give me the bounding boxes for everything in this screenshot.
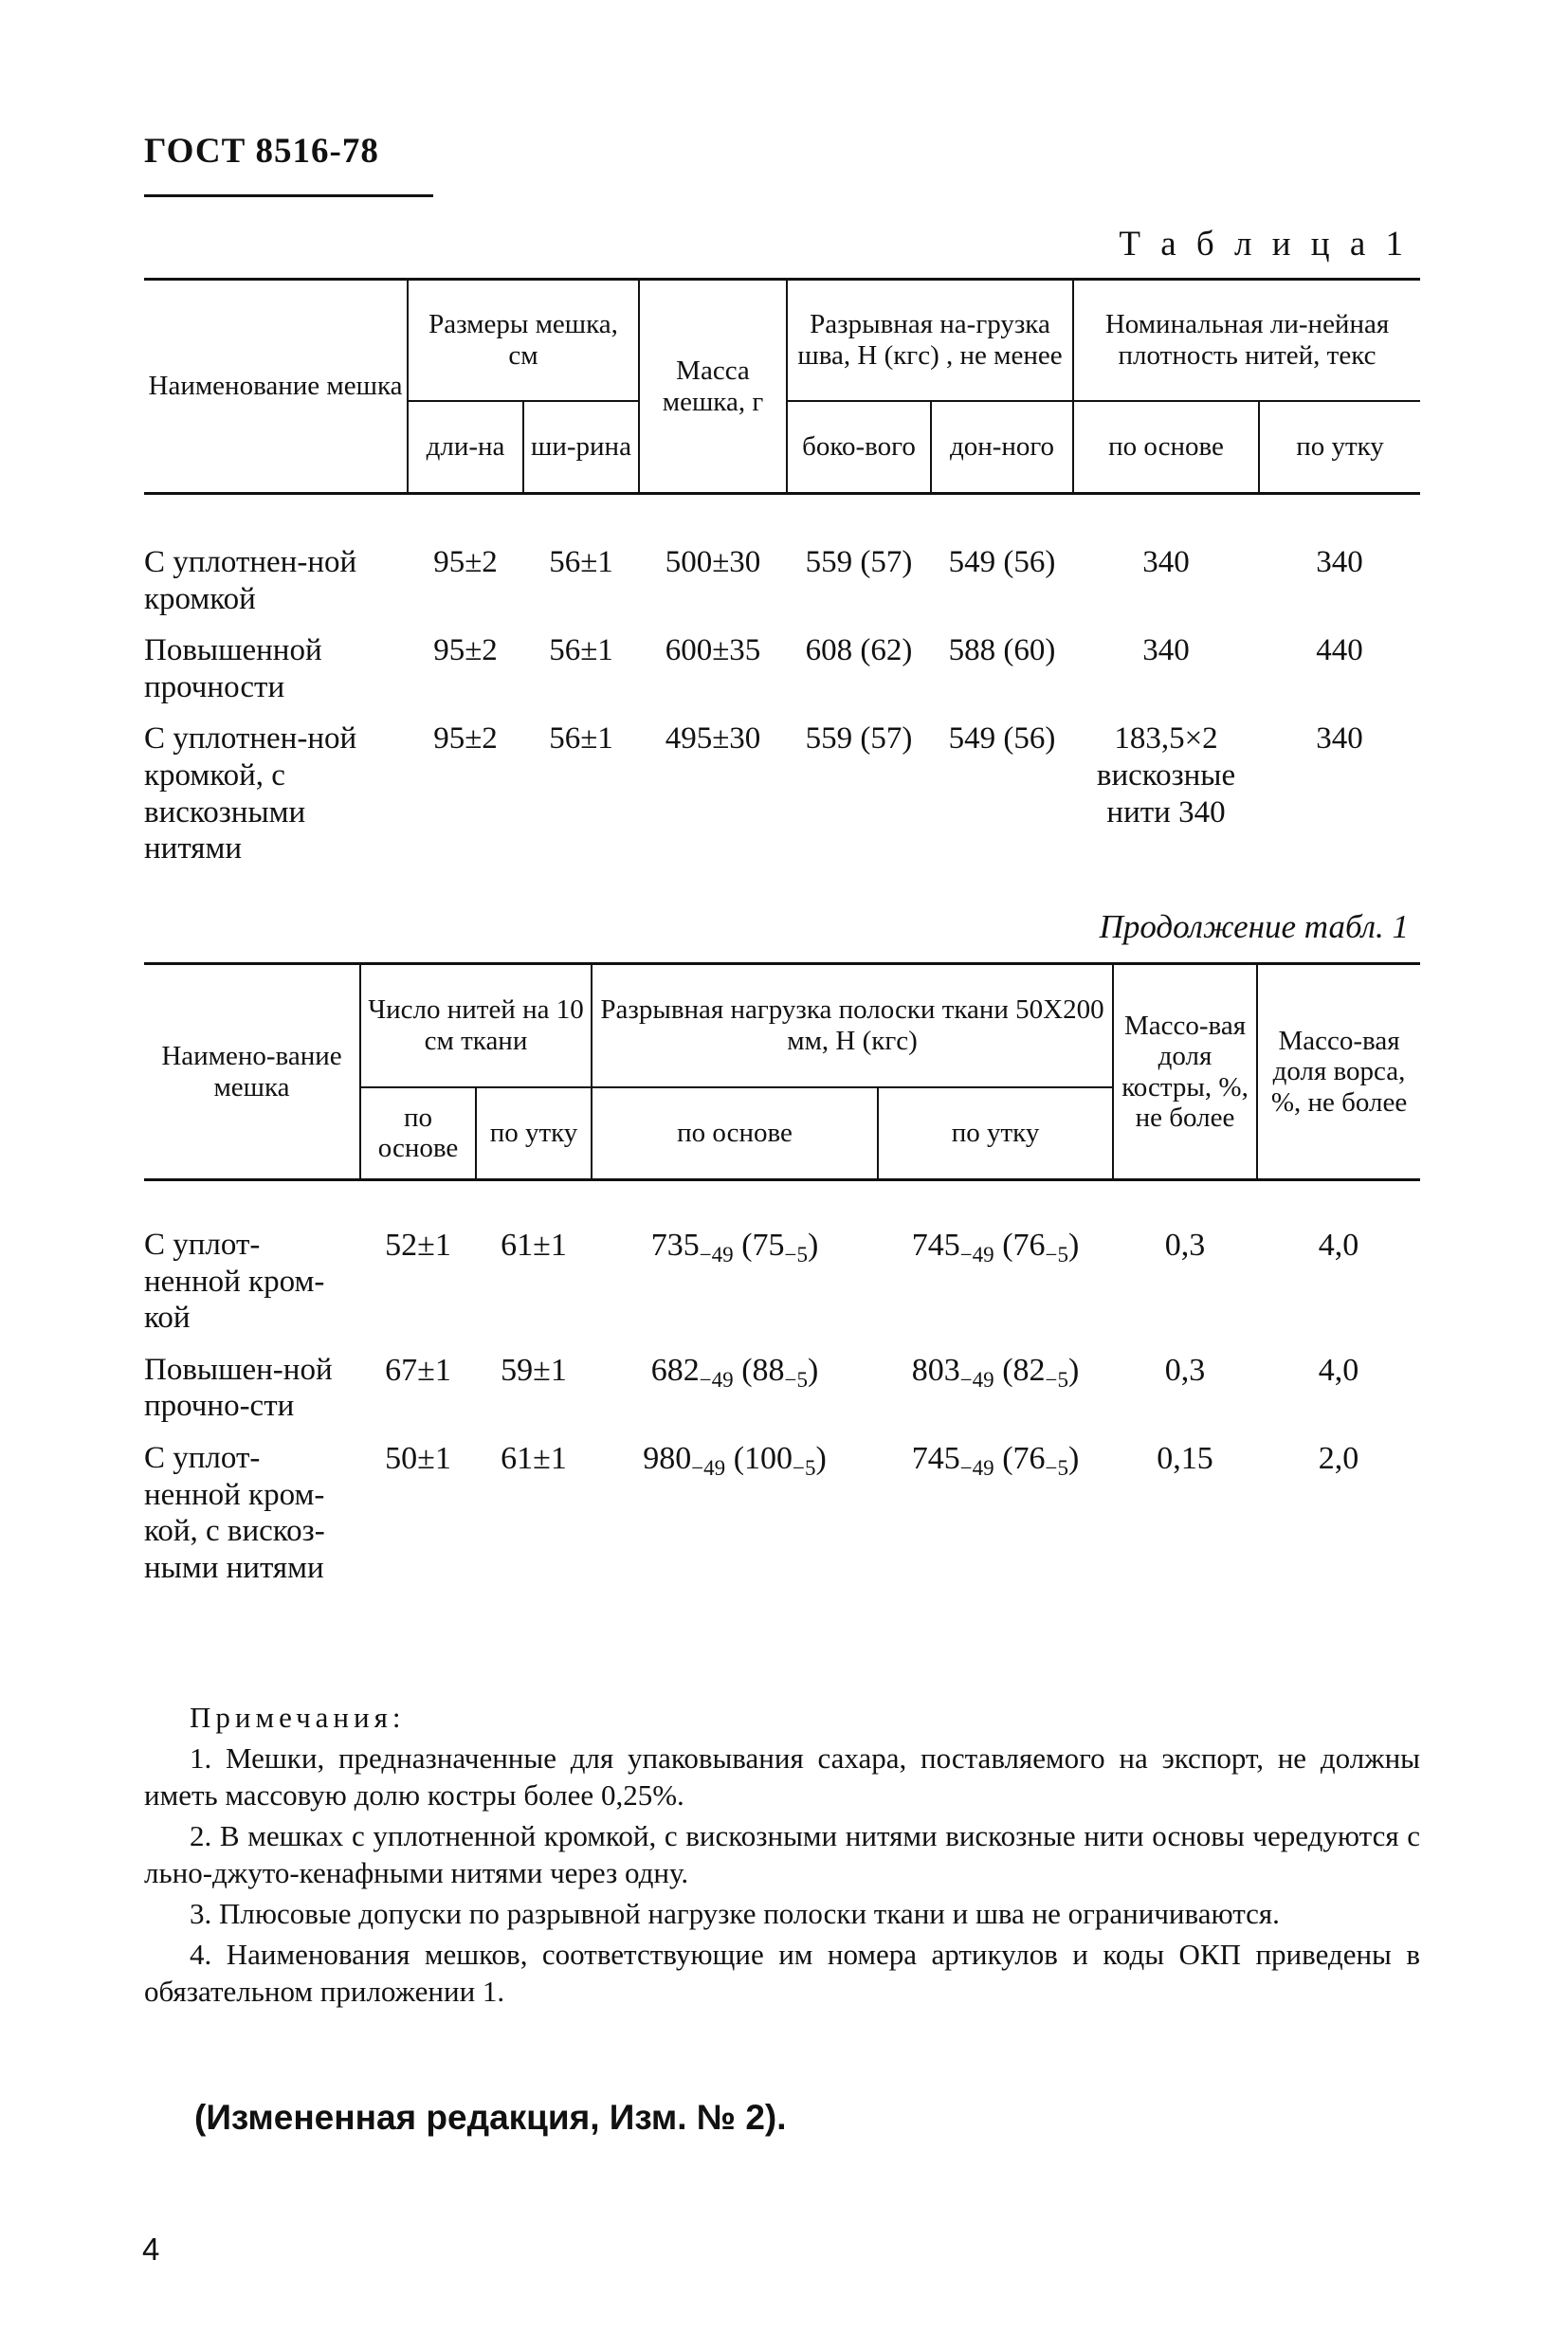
t1-cell-side: 559 (57) [805, 545, 913, 579]
t2-header-strip-load: Разрывная нагрузка полоски ткани 50Х200 мм, Н (кгс) [592, 964, 1113, 1087]
t1-cell-weft: 440 [1316, 633, 1363, 668]
t2-cell-load-weft: $745_{-49}$ $(76_{-5})$ [911, 1228, 1080, 1267]
t1-cell-warp: 340 [1142, 545, 1190, 579]
t1-header-weft: по утку [1259, 401, 1420, 494]
t2-header-name: Наимено-вание мешка [144, 964, 360, 1180]
t2-cell-load-weft: $803_{-49}$ $(82_{-5})$ [911, 1352, 1080, 1392]
t2-header-threads: Число нитей на 10 см ткани [360, 964, 592, 1087]
t1-cell-mass: 600±35 [665, 633, 761, 668]
page-number: 4 [142, 2232, 160, 2267]
table-row [144, 1425, 1420, 1586]
t1-cell-weft: 340 [1316, 545, 1363, 579]
t2-cell-load-warp: $735_{-49}$ $(75_{-5})$ [650, 1228, 819, 1267]
t1-cell-width: 56±1 [549, 721, 613, 756]
t2-cell-pile: 4,0 [1318, 1352, 1359, 1388]
t1-header-seam-load: Разрывная на-грузка шва, Н (кгс) , не менее [787, 280, 1073, 401]
t1-cell-width: 56±1 [549, 633, 613, 668]
t1-cell-side: 608 (62) [805, 633, 913, 668]
t1-cell-length: 95±2 [433, 633, 498, 668]
t1-header-density: Номинальная ли-нейная плотность нитей, текс [1073, 280, 1420, 401]
note-item: 2. В мешках с уплотненной кромкой, с вискозными нитями вискозные нити основы чередуются с льно-джуто-кенафными нитями через одну. [144, 1819, 1420, 1890]
t1-header-warp: по основе [1073, 401, 1259, 494]
t1-header-sizes: Размеры мешка, см [408, 280, 639, 401]
t2-cell-threads-weft: 61±1 [501, 1441, 567, 1477]
t1-cell-warp: 183,5×2 вискозные нити 340 [1096, 721, 1236, 829]
t1-cell-name: Повышенной прочности [144, 633, 322, 704]
t2-header-threads-warp: по основе [360, 1087, 476, 1180]
header-underline [144, 194, 433, 197]
t1-cell-warp: 340 [1142, 633, 1190, 668]
t1-cell-mass: 495±30 [665, 721, 761, 756]
t2-cell-threads-warp: 67±1 [385, 1352, 451, 1388]
t2-cell-load-weft: $745_{-49}$ $(76_{-5})$ [911, 1441, 1080, 1481]
t2-cell-threads-warp: 52±1 [385, 1228, 451, 1263]
t1-cell-bottom: 549 (56) [948, 721, 1056, 756]
t2-cell-load-warp: $682_{-49}$ $(88_{-5})$ [650, 1352, 819, 1392]
t2-header-load-weft: по утку [878, 1087, 1113, 1180]
note-item: 3. Плюсовые допуски по разрывной нагрузке полоски ткани и шва не ограничиваются. [190, 1897, 1280, 1931]
t2-cell-name: Повышен-ной прочно-сти [144, 1352, 333, 1424]
amendment-note: (Измененная редакция, Изм. № 2). [194, 2098, 787, 2137]
t1-cell-bottom: 549 (56) [948, 545, 1056, 579]
notes-title: Примечания: [190, 1701, 406, 1734]
t1-cell-width: 56±1 [549, 545, 613, 579]
table-row [144, 617, 1420, 705]
table-row [144, 494, 1420, 618]
t1-cell-name: С уплотнен-ной кромкой [144, 545, 357, 616]
t1-header-mass: Масса мешка, г [639, 280, 787, 494]
t2-cell-threads-warp: 50±1 [385, 1441, 451, 1477]
note-item: 1. Мешки, предназначенные для упаковывания сахара, поставляемого на экспорт, не должны иметь массовую долю костры более 0,25%. [144, 1741, 1420, 1813]
t2-cell-pile: 4,0 [1318, 1228, 1359, 1263]
t2-cell-boon: 0,3 [1164, 1352, 1206, 1388]
t1-header-width: ши-рина [523, 401, 639, 494]
table-row [144, 1180, 1420, 1337]
table2-caption: Продолжение табл. 1 [1099, 908, 1409, 945]
note-item: 4. Наименования мешков, соответствующие им номера артикулов и коды ОКП приведены в обязательном приложении 1. [144, 1938, 1420, 2009]
t1-cell-side: 559 (57) [805, 721, 913, 756]
t2-cell-name: С уплот-ненной кром-кой [144, 1228, 325, 1336]
t2-header-pile: Массо-вая доля ворса, %, не более [1257, 964, 1420, 1180]
t1-header-bottom: дон-ного [931, 401, 1073, 494]
t1-header-side: боко-вого [787, 401, 931, 494]
t1-cell-weft: 340 [1316, 721, 1363, 756]
table-row [144, 1337, 1420, 1425]
t1-cell-length: 95±2 [433, 721, 498, 756]
t2-header-threads-weft: по утку [476, 1087, 592, 1180]
t1-cell-length: 95±2 [433, 545, 498, 579]
t2-header-load-warp: по основе [592, 1087, 878, 1180]
t1-cell-name: С уплотнен-ной кромкой, с вискозными нитями [144, 721, 357, 866]
t2-cell-name: С уплот-ненной кром-кой, с вискоз-ными нитями [144, 1441, 325, 1585]
table-1 [144, 278, 1420, 867]
table-1-continuation [144, 962, 1420, 1586]
t1-header-length: дли-на [408, 401, 523, 494]
t2-header-boon: Массо-вая доля костры, %, не более [1113, 964, 1257, 1180]
t2-cell-pile: 2,0 [1318, 1441, 1359, 1477]
t2-cell-threads-weft: 59±1 [501, 1352, 567, 1388]
t2-cell-boon: 0,15 [1157, 1441, 1213, 1477]
t2-cell-boon: 0,3 [1164, 1228, 1206, 1263]
notes-section [144, 1699, 1420, 2014]
t2-cell-load-warp: $980_{-49}$ $(100_{-5})$ [643, 1441, 827, 1481]
table-row [144, 705, 1420, 866]
t1-cell-mass: 500±30 [665, 545, 761, 579]
table1-caption: Т а б л и ц а 1 [1119, 225, 1409, 264]
t1-cell-bottom: 588 (60) [948, 633, 1056, 668]
t2-cell-threads-weft: 61±1 [501, 1228, 567, 1263]
document-header: ГОСТ 8516-78 [144, 132, 379, 171]
t1-header-name: Наименование мешка [144, 280, 408, 494]
